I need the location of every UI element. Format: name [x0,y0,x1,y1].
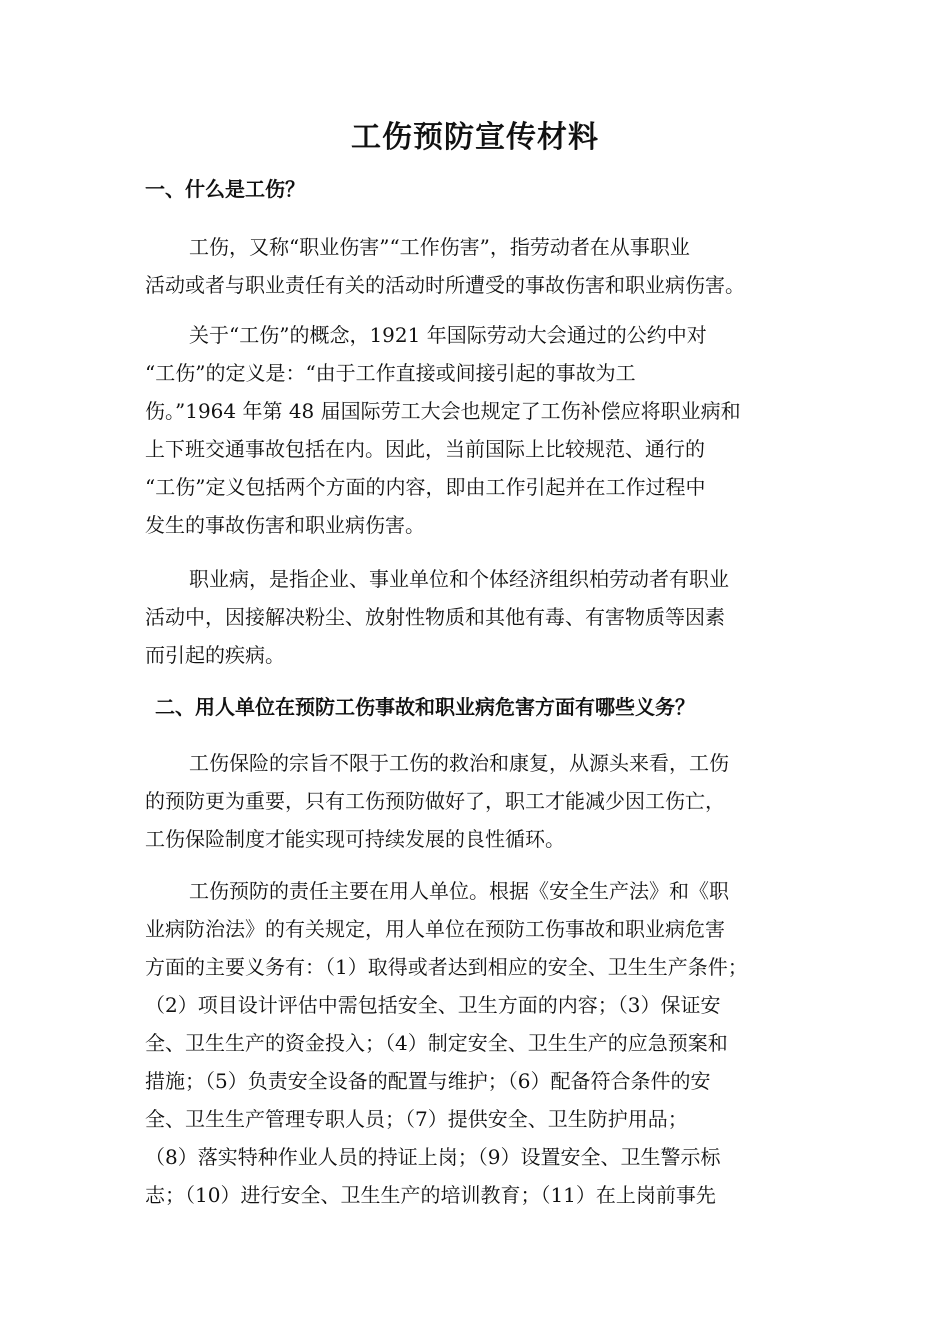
paragraph-line: 工伤，又称“职业伤害”“工作伤害”，指劳动者在从事职业 [189,235,690,259]
paragraph-line: 而引起的疾病。 [145,643,285,667]
paragraph-5 [145,872,815,1214]
paragraph-line: 伤。”1964 年第 48 届国际劳工大会也规定了工伤补偿应将职业病和 [145,399,741,423]
paragraph-line: 全、卫生生产管理专职人员；（7）提供安全、卫生防护用品； [145,1107,688,1131]
paragraph-4 [145,744,815,858]
paragraph-line: （8）落实特种作业人员的持证上岗；（9）设置安全、卫生警示标 [145,1145,721,1169]
paragraph-line: 全、卫生生产的资金投入；（4）制定安全、卫生生产的应急预案和 [145,1031,728,1055]
paragraph-line: 工伤保险制度才能实现可持续发展的良性循环。 [145,827,565,851]
paragraph-line: “工伤”定义包括两个方面的内容，即由工作引起并在工作过程中 [145,475,706,499]
section-heading-1: 一、什么是工伤？ [145,177,305,201]
paragraph-line: 上下班交通事故包括在内。因此，当前国际上比较规范、通行的 [145,437,705,461]
paragraph-line: 措施；（5）负责安全设备的配置与维护；（6）配备符合条件的安 [145,1069,711,1093]
paragraph-2 [145,316,815,544]
paragraph-line: 的预防更为重要，只有工伤预防做好了，职工才能减少因工伤亡， [145,789,725,813]
paragraph-line: “工伤”的定义是：“由于工作直接或间接引起的事故为工 [145,361,636,385]
document-title: 工伤预防宣传材料 [351,120,599,155]
paragraph-1 [145,228,815,304]
paragraph-line: 志；（10）进行安全、卫生生产的培训教育；（11）在上岗前事先 [145,1183,716,1207]
paragraph-line: （2）项目设计评估中需包括安全、卫生方面的内容；（3）保证安 [145,993,721,1017]
paragraph-line: 业病防治法》的有关规定，用人单位在预防工伤事故和职业病危害 [145,917,725,941]
paragraph-line: 活动中，因接解决粉尘、放射性物质和其他有毒、有害物质等因素 [145,605,725,629]
section-heading-2: 二、用人单位在预防工伤事故和职业病危害方面有哪些义务？ [155,695,695,719]
paragraph-line: 关于“工伤”的概念，1921 年国际劳动大会通过的公约中对 [189,323,707,347]
paragraph-line: 工伤保险的宗旨不限于工伤的救治和康复，从源头来看，工伤 [189,751,729,775]
paragraph-line: 发生的事故伤害和职业病伤害。 [145,513,425,537]
paragraph-line: 活动或者与职业责任有关的活动时所遭受的事故伤害和职业病伤害。 [145,273,745,297]
paragraph-line: 方面的主要义务有：（1）取得或者达到相应的安全、卫生生产条件； [145,955,748,979]
paragraph-line: 工伤预防的责任主要在用人单位。根据《安全生产法》和《职 [189,879,729,903]
paragraph-3 [145,560,815,674]
paragraph-line: 职业病，是指企业、事业单位和个体经济组织柏劳动者有职业 [189,567,729,591]
